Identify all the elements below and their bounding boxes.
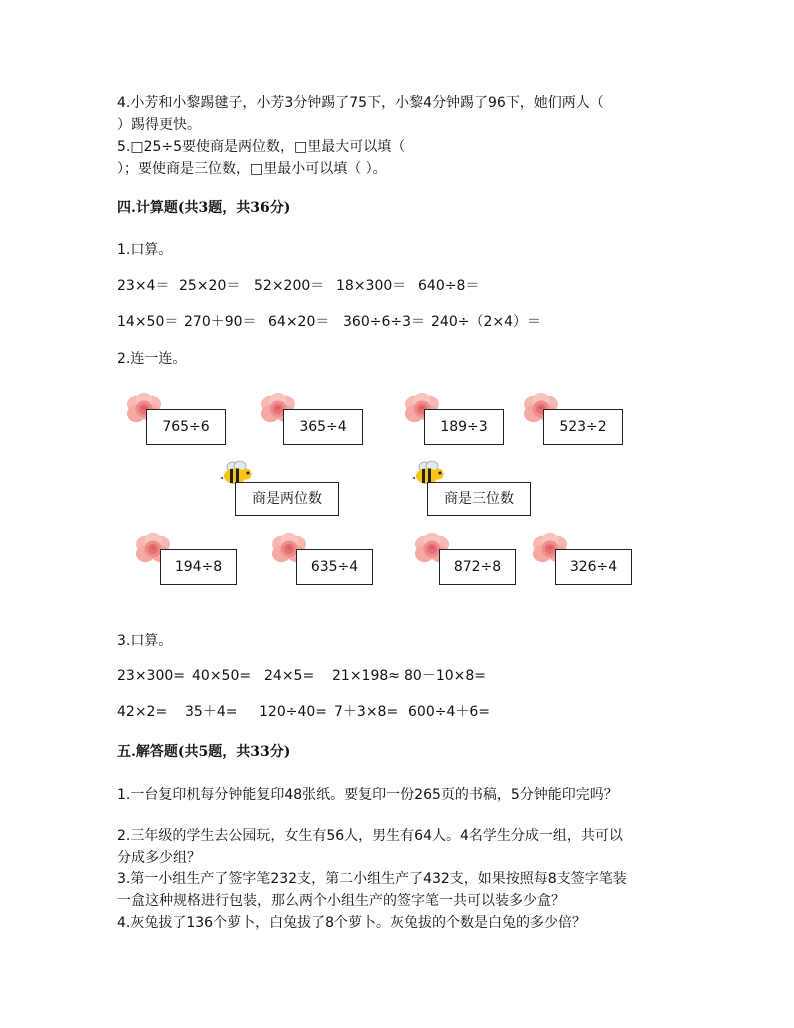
calc-item: 80－10×8= — [404, 668, 486, 684]
section4-title: 四.计算题(共3题，共36分) — [117, 200, 291, 216]
match-title: 2.连一连。 — [117, 351, 187, 367]
calc3-row1 — [117, 666, 486, 686]
q5-line2: ）；要使商是三位数，□里最小可以填（ ）。 — [117, 161, 387, 177]
match-bottom-box[interactable] — [296, 549, 373, 585]
calc1-row2 — [117, 312, 541, 332]
expression: 326÷4 — [569, 559, 618, 575]
calc-item: 18×300＝ — [336, 278, 407, 294]
match-top-box[interactable] — [146, 409, 226, 445]
problem-4: 4.灰兔拔了136个萝卜，白兔拔了8个萝卜。灰兔拔的个数是白兔的多少倍？ — [117, 915, 586, 931]
calc-item: 7＋3×8= — [334, 704, 399, 720]
expression: 189÷3 — [440, 419, 488, 435]
calc-item: 40×50= — [192, 668, 252, 684]
calc1-row1 — [117, 276, 479, 296]
expression: 365÷4 — [299, 419, 347, 435]
calc3-row2 — [117, 702, 490, 722]
calc-item: 35＋4= — [185, 704, 238, 720]
match-bottom-box[interactable] — [160, 549, 237, 585]
calc1-title: 1.口算。 — [117, 242, 173, 258]
calc-item: 42×2= — [117, 704, 168, 720]
expression: 194÷8 — [174, 559, 223, 575]
calc-item: 64×20＝ — [268, 314, 330, 330]
calc3-title: 3.口算。 — [117, 633, 173, 649]
calc-item: 25×20＝ — [179, 278, 241, 294]
problem-3-line2: 一盒这种规格进行包装，那么两个小组生产的签字笔一共可以装多少盒？ — [117, 893, 565, 909]
section5-title: 五.解答题(共5题，共33分) — [117, 744, 291, 760]
expression: 523÷2 — [559, 419, 607, 435]
calc-item: 52×200＝ — [254, 278, 325, 294]
problem-3-line1: 3.第一小组生产了签字笔232支，第二小组生产了432支，如果按照每8支签字笔装 — [117, 871, 627, 887]
match-bottom-box[interactable] — [555, 549, 632, 585]
calc-item: 23×300= — [117, 668, 185, 684]
calc-item: 24×5= — [264, 668, 315, 684]
problem-1: 1.一台复印机每分钟能复印48张纸。要复印一份265页的书稿，5分钟能印完吗？ — [117, 787, 618, 803]
match-top-box[interactable] — [543, 409, 623, 445]
q4-line1: 4.小芳和小黎踢毽子，小芳3分钟踢了75下，小黎4分钟踢了96下，她们两人（ — [117, 95, 604, 111]
match-middle-box[interactable] — [427, 482, 531, 516]
calc-item: 14×50＝ — [117, 314, 179, 330]
problem-2-line1: 2.三年级的学生去公园玩，女生有56人，男生有64人。4名学生分成一组，共可以 — [117, 828, 623, 844]
match-top-box[interactable] — [283, 409, 363, 445]
expression: 765÷6 — [162, 419, 210, 435]
problem-2-line2: 分成多少组？ — [117, 850, 201, 866]
expression: 635÷4 — [310, 559, 359, 575]
category-label: 商是两位数 — [252, 491, 322, 507]
calc-item: 600÷4＋6= — [408, 704, 490, 720]
category-label: 商是三位数 — [444, 491, 514, 507]
expression: 872÷8 — [453, 559, 502, 575]
match-bottom-box[interactable] — [439, 549, 516, 585]
calc-item: 360÷6÷3＝ — [343, 314, 425, 330]
match-top-box[interactable] — [424, 409, 504, 445]
q5-line1: 5.□25÷5要使商是两位数，□里最大可以填（ — [117, 139, 406, 155]
match-middle-box[interactable] — [235, 482, 339, 516]
calc-item: 120÷40= — [259, 704, 327, 720]
q4-line2: ）踢得更快。 — [117, 117, 201, 133]
calc-item: 23×4＝ — [117, 278, 170, 294]
calc-item: 270＋90＝ — [184, 314, 257, 330]
calc-item: 240÷（2×4）＝ — [431, 314, 541, 330]
calc-item: 640÷8＝ — [418, 278, 480, 294]
calc-item: 21×198≈ — [332, 668, 400, 684]
